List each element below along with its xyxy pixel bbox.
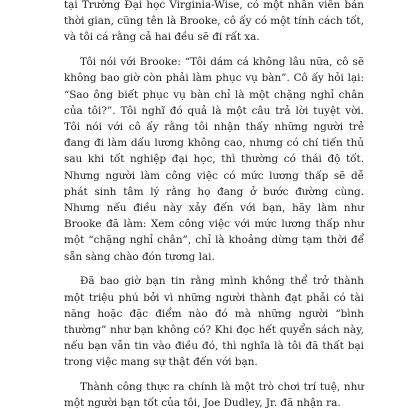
paragraph-3: Đã bao giờ bạn tin rằng mình không thể trở thành một triệu phú bởi vì những người thành đạt phải có tài năng hoặc đặc điểm nào đó mà những người “bình thường” như bạn không có? Khi đọc hết quyển sách này, nếu bạn vẫn tin vào điều đó, thì nghĩa là tôi đã thất bại trong việc mang sự thật đến với bạn. [64, 275, 364, 369]
paragraph-2: Tôi nói với Brooke: “Tôi dám cá không lâu nữa, cô sẽ không bao giờ còn phải làm phục vụ bàn”. Cô ấy hỏi lại: “Sao ông biết phục vụ bàn chỉ là một chặng nghỉ chân của tôi?”. Tôi nghĩ đó quả là một câu trả lời tuyệt vời. Tôi nói với cô ấy rằng tôi nhận thấy những người trẻ đang đi làm dấu lương không cao, nhưng có chí tiến thủ sau khi tốt nghiệp đại học, thì thường có thái độ tốt. Nhưng người làm công việc có mức lương thấp sẽ dễ phát sinh tâm lý rằng họ đang ở bước đường cùng. Nhưng nếu điều này xảy đến với bạn, hãy làm như Brooke đã làm: Xem công việc với mức lương thấp như một “chặng nghỉ chân”, chỉ là khoảng dừng tạm thời để sẵn sàng chào đón tương lai. [64, 56, 364, 263]
paragraph-1: tại Trường Đại học Virginia-Wise, có một nhân viên bán thời gian, cũng tên là Brooke, cô ấy có một tính cách tốt, và tôi cá rằng cả hai đều sẽ đi rất xa. [64, 0, 364, 44]
paragraph-4: Thành công thực ra chính là một trò chơi trí tuệ, như một người bạn tốt của tôi, Joe Dudley, Jr. đã nhận ra. [64, 381, 364, 410]
body-text [64, 0, 364, 420]
